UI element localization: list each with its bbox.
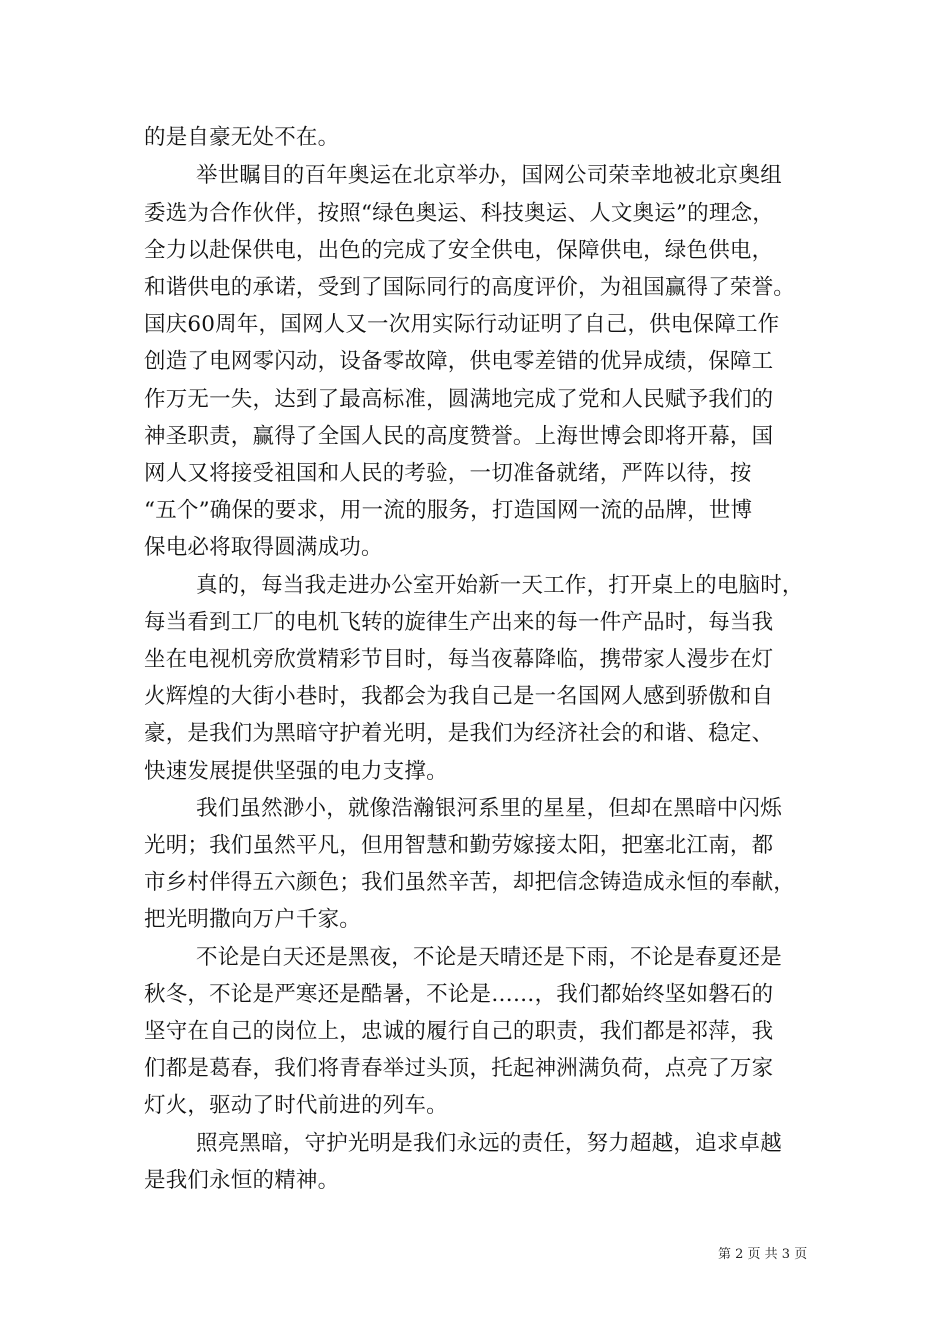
text-line: 是我们永恒的精神。 — [144, 1168, 340, 1193]
text-line: 网人又将接受祖国和人民的考验，一切准备就绪，严阵以待，按 — [144, 461, 752, 486]
paragraph-start-line: 不论是白天还是黑夜，不论是天晴还是下雨，不论是春夏还是 — [196, 945, 782, 970]
paragraph-start-line: 照亮黑暗，守护光明是我们永远的责任，努力超越，追求卓越 — [196, 1131, 782, 1156]
text-line: 神圣职责，赢得了全国人民的高度赞誉。上海世博会即将开幕，国 — [144, 424, 774, 449]
text-line: 火辉煌的大街小巷时，我都会为我自己是一名国网人感到骄傲和自 — [144, 684, 774, 709]
text-line: 委选为合作伙伴，按照“绿色奥运、科技奥运、人文奥运”的理念， — [144, 201, 774, 226]
text-line: 创造了电网零闪动，设备零故障，供电零差错的优异成绩，保障工 — [144, 349, 774, 374]
text-line: 每当看到工厂的电机飞转的旋律生产出来的每一件产品时，每当我 — [144, 610, 774, 635]
paragraph-start-line: 举世瞩目的百年奥运在北京举办，国网公司荣幸地被北京奥组 — [196, 163, 782, 188]
text-line: 和谐供电的承诺，受到了国际同行的高度评价，为祖国赢得了荣誉。 — [144, 275, 796, 300]
text-line: 把光明撒向万户千家。 — [144, 907, 362, 932]
text-line: 全力以赴保供电，出色的完成了安全供电，保障供电，绿色供电， — [144, 238, 774, 263]
text-line: 国庆60周年，国网人又一次用实际行动证明了自己，供电保障工作 — [144, 312, 780, 337]
text-line: “五个”确保的要求，用一流的服务，打造国网一流的品牌，世博 — [144, 498, 753, 523]
text-line: 们都是葛春，我们将青春举过头顶，托起神洲满负荷，点亮了万家 — [144, 1056, 774, 1081]
page-number: 第 2 页 共 3 页 — [718, 1247, 808, 1262]
text-line: 的是自豪无处不在。 — [144, 125, 340, 150]
paragraph-start-line: 真的，每当我走进办公室开始新一天工作，打开桌上的电脑时， — [196, 573, 804, 598]
text-line: 秋冬，不论是严寒还是酷暑，不论是……，我们都始终坚如磐石的 — [144, 982, 774, 1007]
text-line: 作万无一失，达到了最高标准，圆满地完成了党和人民赋予我们的 — [144, 387, 774, 412]
text-line: 保电必将取得圆满成功。 — [144, 535, 383, 560]
text-line: 快速发展提供坚强的电力支撑。 — [144, 759, 448, 784]
text-line: 豪，是我们为黑暗守护着光明，是我们为经济社会的和谐、稳定、 — [144, 721, 774, 746]
paragraph-start-line: 我们虽然渺小，就像浩瀚银河系里的星星，但却在黑暗中闪烁 — [196, 796, 782, 821]
text-line: 市乡村伴得五六颜色；我们虽然辛苦，却把信念铸造成永恒的奉献， — [144, 870, 796, 895]
text-line: 灯火，驱动了时代前进的列车。 — [144, 1093, 448, 1118]
text-line: 光明；我们虽然平凡，但用智慧和勤劳嫁接太阳，把塞北江南，都 — [144, 833, 774, 858]
text-line: 坐在电视机旁欣赏精彩节目时，每当夜幕降临，携带家人漫步在灯 — [144, 647, 774, 672]
text-line: 坚守在自己的岗位上，忠诚的履行自己的职责，我们都是祁萍，我 — [144, 1019, 774, 1044]
